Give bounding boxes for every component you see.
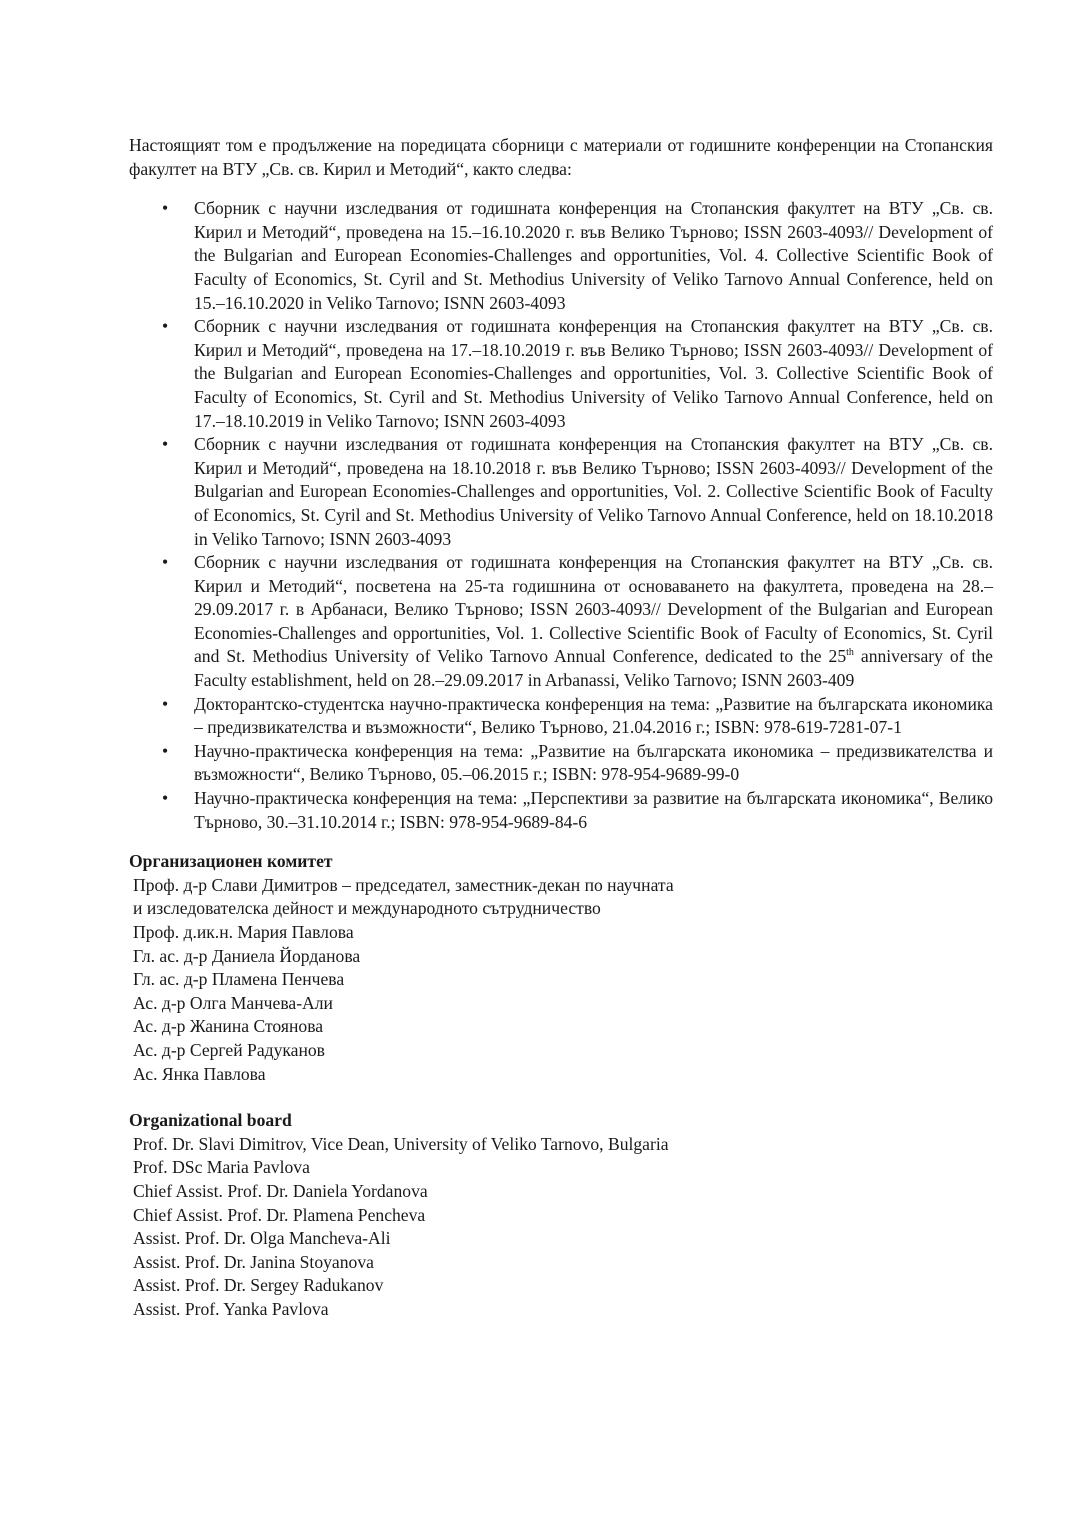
- list-item-text-part: anniversary of the Faculty establishment, held on 28.–29.09.2017 in Arbanassi, Veliko Tarnovo; ISNN 2603-409: [194, 646, 993, 691]
- intro-paragraph: Настоящият том е продължение на поредицата сборници с материали от годишните конференции на Стопанския факултет на ВТУ „Св. св. Кирил и Методий“, както следва:: [129, 135, 993, 179]
- committee-member: Гл. ас. д-р Даниела Йорданова: [133, 945, 361, 966]
- list-item-text: Научно-практическа конференция на тема: „Развитие на българската икономика – предизвикателства и възможности“, Велико Търново, 05.–06.2015 г.; ISBN: 978-954-9689-99-0: [194, 740, 993, 785]
- board-member: Assist. Prof. Dr. Janina Stoyanova: [133, 1251, 374, 1272]
- committee-en-heading: Organizational board: [129, 1110, 292, 1131]
- committee-member: Ас. Янка Павлова: [133, 1063, 266, 1084]
- committee-bg-list: [129, 874, 993, 1086]
- committee-en-list: [129, 1133, 993, 1322]
- list-item: [129, 315, 993, 433]
- bullet-icon: •: [162, 316, 169, 337]
- publications-list: [129, 197, 993, 834]
- bullet-icon: •: [162, 693, 169, 714]
- list-item: [129, 197, 993, 315]
- committee-member: Гл. ас. д-р Пламена Пенчева: [133, 969, 345, 990]
- list-item: [129, 740, 993, 787]
- committee-member: Ас. д-р Олга Манчева-Али: [133, 992, 333, 1013]
- board-member: Assist. Prof. Dr. Olga Mancheva-Ali: [133, 1228, 391, 1249]
- ordinal-suffix: th: [846, 647, 854, 659]
- committee-member: Проф. д.ик.н. Мария Павлова: [133, 922, 354, 942]
- bullet-icon: •: [162, 788, 169, 809]
- bullet-icon: •: [162, 552, 169, 573]
- bullet-icon: •: [162, 198, 169, 219]
- board-member: Prof. Dr. Slavi Dimitrov, Vice Dean, University of Veliko Tarnovo, Bulgaria: [133, 1133, 669, 1154]
- committee-bg-heading: Организационен комитет: [129, 851, 333, 872]
- list-item: [129, 551, 993, 693]
- list-item-text: Сборник с научни изследвания от годишната конференция на Стопанския факултет на ВТУ „Св. св. Кирил и Методий“, проведена на 15.–16.10.2020 г. във Велико Търново; ISSN 2603-4093// Development of the Bulgarian and European Economies-Challenges and opportunities, Vol. 4. Collective Scientific Book of Faculty of Economics, St. Cyril and St. Methodius University of Veliko Tarnovo Annual Conference, held on 15.–16.10.2020 in Veliko Tarnovo; ISNN 2603-4093: [194, 198, 993, 313]
- board-member: Chief Assist. Prof. Dr. Daniela Yordanova: [133, 1180, 428, 1201]
- committee-member: и изследователска дейност и международното сътрудничество: [133, 898, 601, 919]
- list-item-text: Сборник с научни изследвания от годишната конференция на Стопанския факултет на ВТУ „Св. св. Кирил и Методий“, проведена на 17.–18.10.2019 г. във Велико Търново; ISSN 2603-4093// Development of the Bulgarian and European Economies-Challenges and opportunities, Vol. 3. Collective Scientific Book of Faculty of Economics, St. Cyril and St. Methodius University of Veliko Tarnovo Annual Conference, held on 17.–18.10.2019 in Veliko Tarnovo; ISNN 2603-4093: [194, 316, 993, 431]
- committee-member: Ас. д-р Сергей Радуканов: [133, 1039, 325, 1060]
- bullet-icon: •: [162, 740, 169, 761]
- list-item-text: Сборник с научни изследвания от годишната конференция на Стопанския факултет на ВТУ „Св. св. Кирил и Методий“, проведена на 18.10.2018 г. във Велико Търново; ISSN 2603-4093// Development of the Bulgarian and European Economies-Challenges and opportunities, Vol. 2. Collective Scientific Book of Faculty of Economics, St. Cyril and St. Methodius University of Veliko Tarnovo Annual Conference, held on 18.10.2018 in Veliko Tarnovo; ISNN 2603-4093: [194, 434, 993, 549]
- list-item: [129, 693, 993, 740]
- list-item: [129, 433, 993, 551]
- board-member: Assist. Prof. Yanka Pavlova: [133, 1298, 329, 1319]
- list-item-text: Докторантско-студентска научно-практическа конференция на тема: „Развитие на българската икономика – предизвикателства и възможности“, Велико Търново, 21.04.2016 г.; ISBN: 978-619-7281-07-1: [194, 693, 993, 738]
- board-member: Chief Assist. Prof. Dr. Plamena Pencheva: [133, 1204, 426, 1225]
- document-page: [129, 134, 993, 1322]
- list-item-text: Научно-практическа конференция на тема: „Перспективи за развитие на българската икономика“, Велико Търново, 30.–31.10.2014 г.; ISBN: 978-954-9689-84-6: [194, 788, 993, 832]
- list-item: [129, 787, 993, 834]
- bullet-icon: •: [162, 434, 169, 455]
- committee-member: Проф. д-р Слави Димитров – председател, заместник-декан по научната: [133, 874, 674, 895]
- list-item-text: [194, 552, 993, 690]
- board-member: Assist. Prof. Dr. Sergey Radukanov: [133, 1275, 384, 1296]
- list-item-text-part: Сборник с научни изследвания от годишната конференция на Стопанския факултет на ВТУ „Св. св. Кирил и Методий“, посветена на 25-та годишнина от основаването на факултета, проведена на 28.–29.09.2017 г. в Арбанаси, Велико Търново; ISSN 2603-4093// Development of the Bulgarian and European Economies-Challenges and opportunities, Vol. 1. Collective Scientific Book of Faculty of Economics, St. Cyril and St. Methodius University of Veliko Tarnovo Annual Conference, dedicated to the 25: [194, 552, 993, 667]
- board-member: Prof. DSc Maria Pavlova: [133, 1157, 310, 1178]
- committee-member: Ас. д-р Жанина Стоянова: [133, 1016, 324, 1037]
